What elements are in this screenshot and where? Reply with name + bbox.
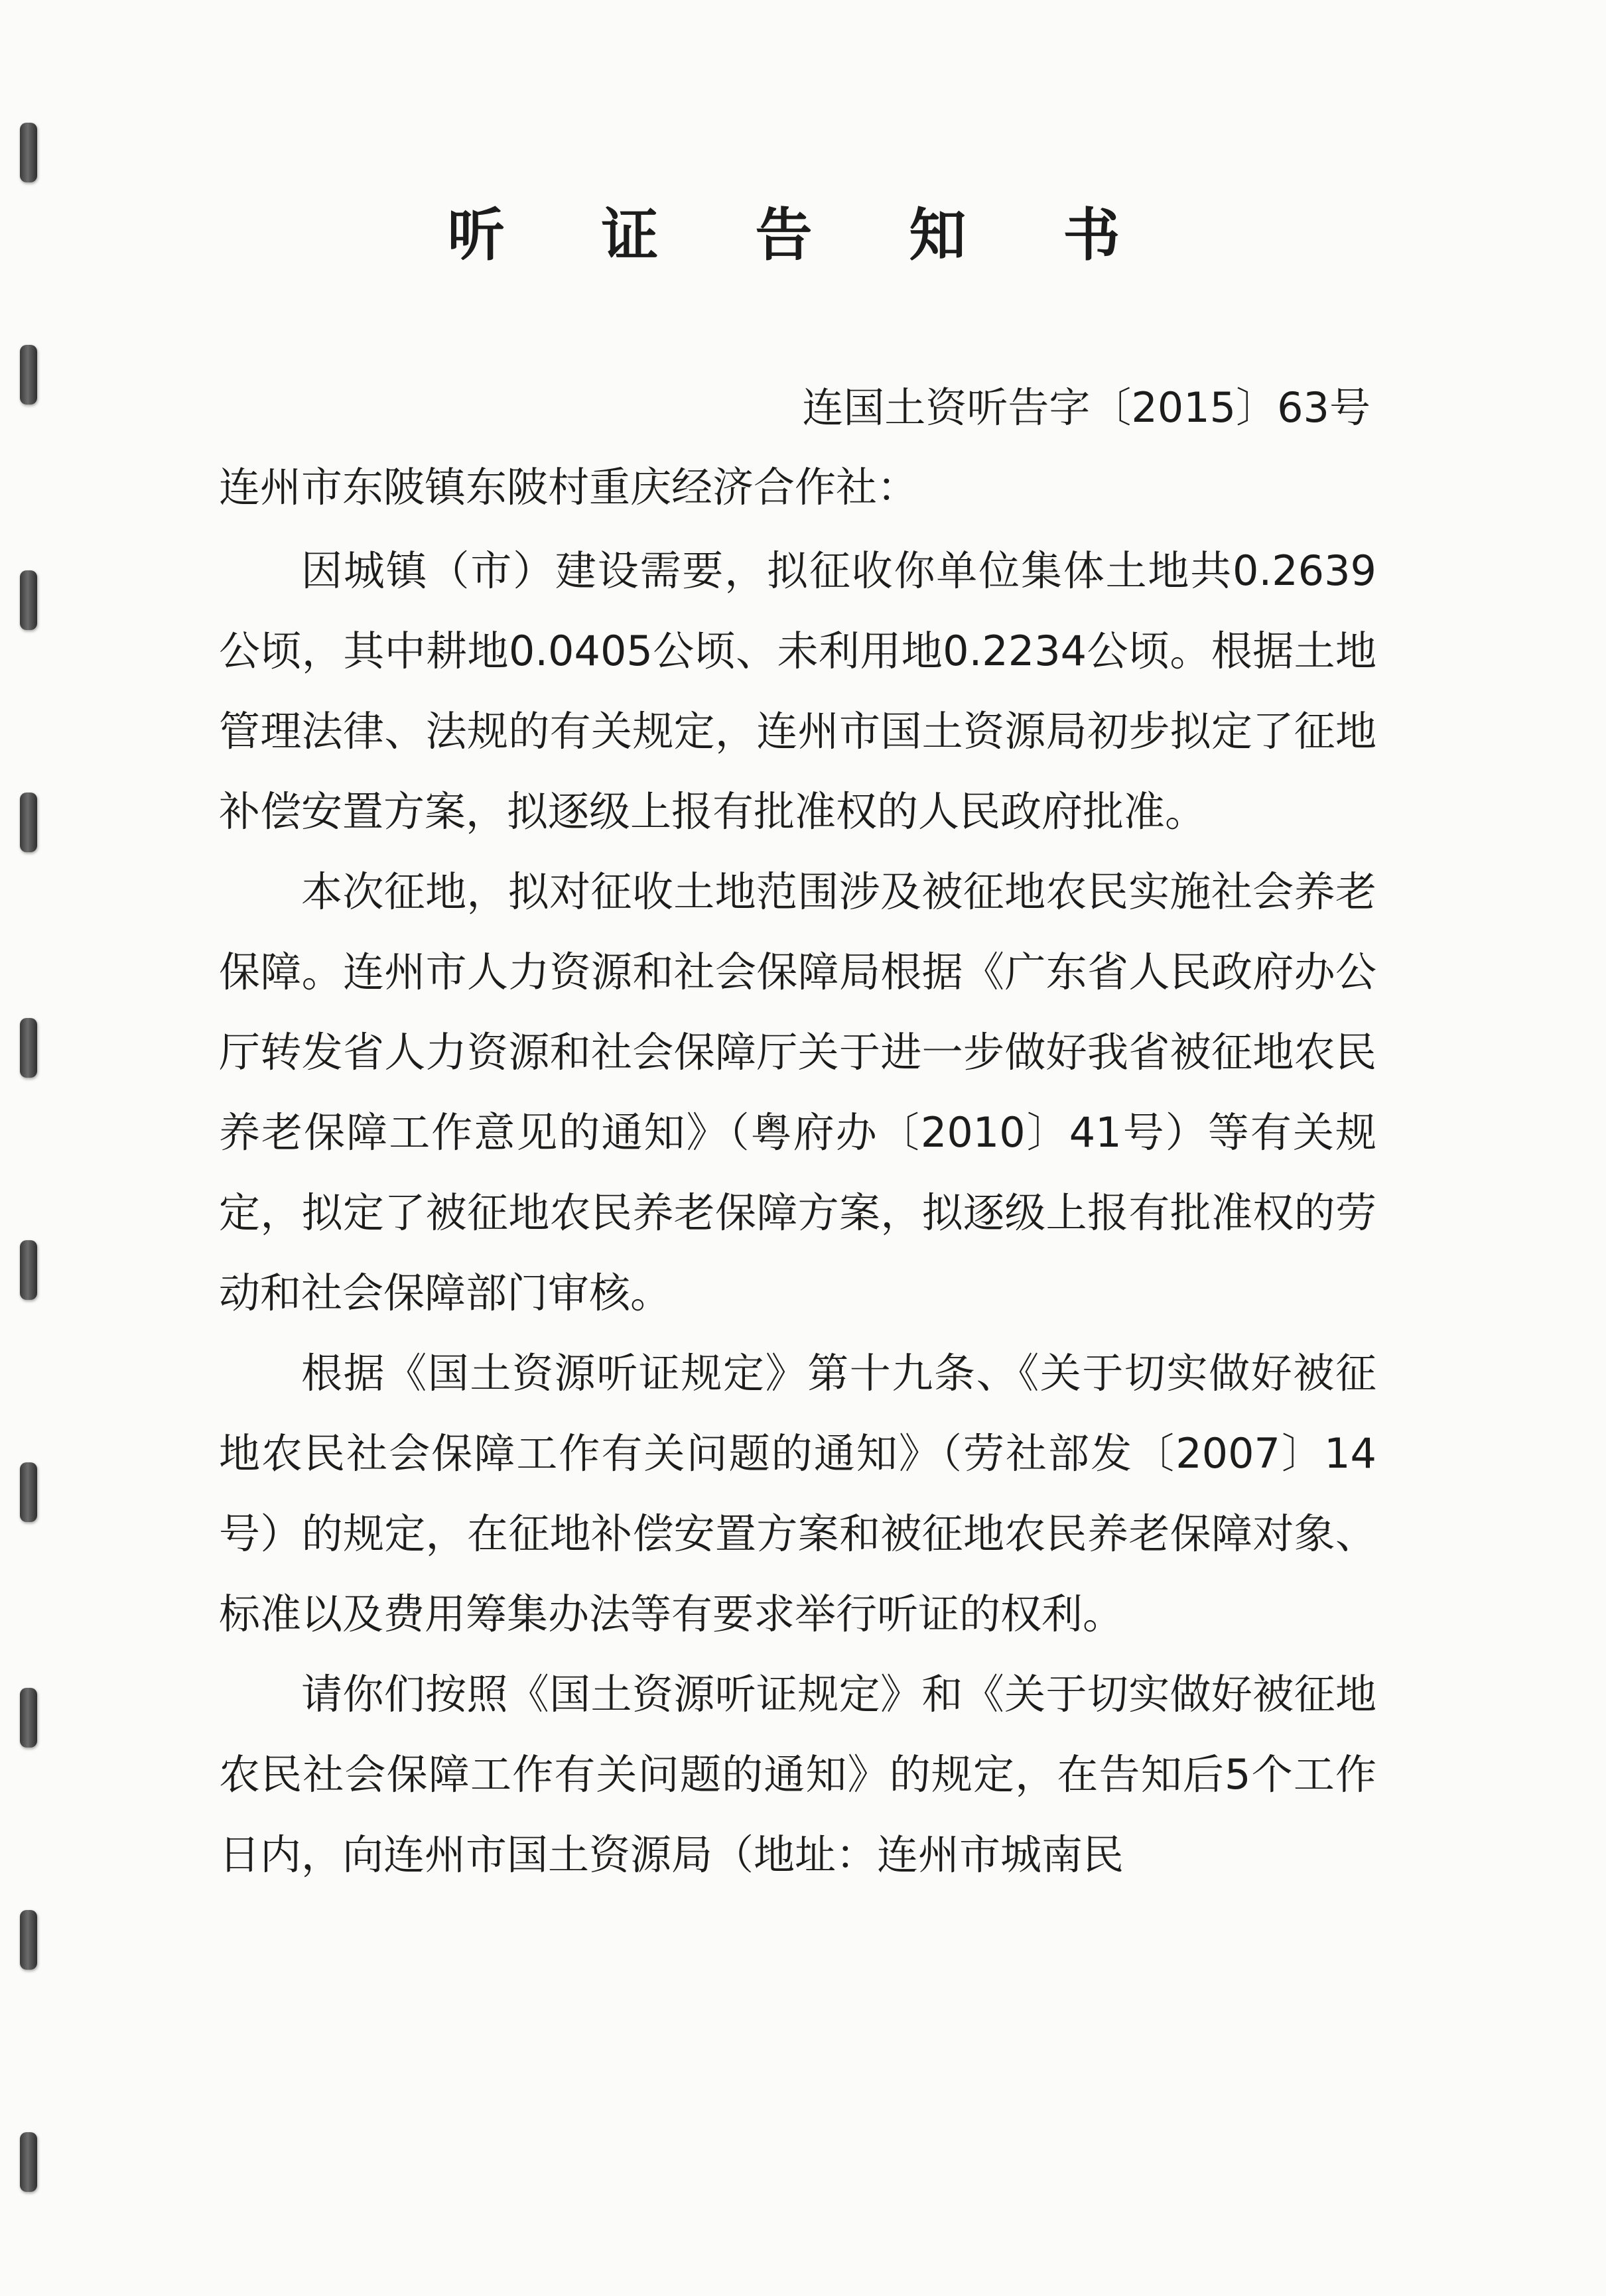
paragraph: 请你们按照《国土资源听证规定》和《关于切实做好被征地农民社会保障工作有关问题的通知》的规定，在告知后5个工作日内，向连州市国土资源局（地址：连州市城南民 (219, 1670, 1376, 1879)
binding-hole (20, 1240, 37, 1300)
paragraph: 本次征地，拟对征收土地范围涉及被征地农民实施社会养老保障。连州市人力资源和社会保障局根据《广东省人民政府办公厅转发省人力资源和社会保障厅关于进一步做好我省被征地农民养老保障工作意见的通知》（粤府办〔2010〕41号）等有关规定，拟定了被征地农民养老保障方案，拟逐级上报有批准权的劳动和社会保障部门审核。 (219, 867, 1376, 1317)
document-number: 连国土资听告字〔2015〕63号 (802, 383, 1371, 432)
document-body (219, 531, 1376, 1895)
binding-hole (20, 793, 37, 852)
recipient: 连州市东陂镇东陂村重庆经济合作社： (219, 463, 919, 511)
binding-hole (20, 1688, 37, 1748)
binding-hole (20, 123, 37, 182)
binding-hole (20, 1462, 37, 1522)
paragraph: 因城镇（市）建设需要，拟征收你单位集体土地共0.2639公顷，其中耕地0.0405公顷、未利用地0.2234公顷。根据土地管理法律、法规的有关规定，连州市国土资源局初步拟定了征地补偿安置方案，拟逐级上报有批准权的人民政府批准。 (219, 546, 1376, 836)
binding-hole (20, 1910, 37, 1970)
binding-hole (20, 345, 37, 405)
binding-hole (20, 1018, 37, 1078)
document-title: 听 证 告 知 书 (447, 202, 1159, 269)
paragraph: 根据《国土资源听证规定》第十九条、《关于切实做好被征地农民社会保障工作有关问题的通知》（劳社部发〔2007〕14号）的规定，在征地补偿安置方案和被征地农民养老保障对象、标准以及费用筹集办法等有要求举行听证的权利。 (219, 1349, 1376, 1638)
binding-hole (20, 2132, 37, 2192)
binding-hole (20, 570, 37, 630)
